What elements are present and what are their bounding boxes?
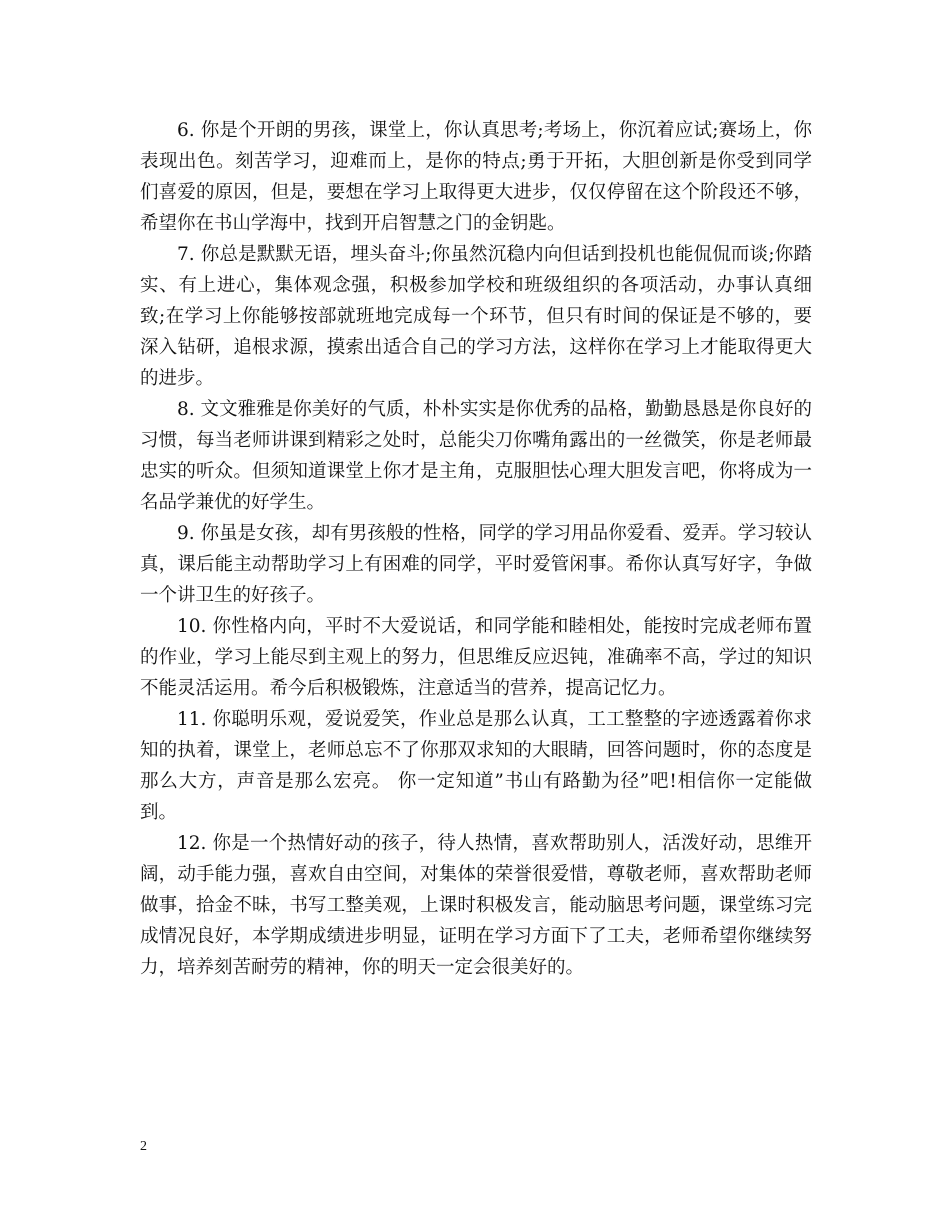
paragraph-6: 6. 你是个开朗的男孩，课堂上，你认真思考;考场上，你沉着应试;赛场上，你表现出色。刻苦学习，迎难而上，是你的特点;勇于开拓，大胆创新是你受到同学们喜爱的原因，但是，要想在学习上取得更大进步，仅仅停留在这个阶段还不够，希望你在书山学海中，找到开启智慧之门的金钥匙。 [140,120,812,234]
paragraph-11: 11. 你聪明乐观，爱说爱笑，作业总是那么认真，工工整整的字迹透露着你求知的执着，课堂上，老师总忘不了你那双求知的大眼睛，回答问题时，你的态度是那么大方，声音是那么宏亮。 你一定知道”书山有路勤为径”吧!相信你一定能做到。 [140,709,812,823]
paragraph-12: 12. 你是一个热情好动的孩子，待人热情，喜欢帮助别人，活泼好动，思维开阔，动手能力强，喜欢自由空间，对集体的荣誉很爱惜，尊敬老师，喜欢帮助老师做事，拾金不昧，书写工整美观，上课时积极发言，能动脑思考问题，课堂练习完成情况良好，本学期成绩进步明显，证明在学习方面下了工夫，老师希望你继续努力，培养刻苦耐劳的精神，你的明天一定会很美好的。 [140,833,812,978]
paragraph-8: 8. 文文雅雅是你美好的气质，朴朴实实是你优秀的品格，勤勤恳恳是你良好的习惯，每当老师讲课到精彩之处时，总能尖刀你嘴角露出的一丝微笑，你是老师最忠实的听众。但须知道课堂上你才是主角，克服胆怯心理大胆发言吧，你将成为一名品学兼优的好学生。 [140,399,812,513]
paragraph-9: 9. 你虽是女孩，却有男孩般的性格，同学的学习用品你爱看、爱弄。学习较认真，课后能主动帮助学习上有困难的同学，平时爱管闲事。希你认真写好字，争做一个讲卫生的好孩子。 [140,523,812,606]
paragraph-7: 7. 你总是默默无语，埋头奋斗;你虽然沉稳内向但话到投机也能侃侃而谈;你踏实、有上进心，集体观念强，积极参加学校和班级组织的各项活动，办事认真细致;在学习上你能够按部就班地完成每一个环节，但只有时间的保证是不够的，要深入钻研，追根求源，摸索出适合自己的学习方法，这样你在学习上才能取得更大的进步。 [140,244,812,389]
page-number: 2 [140,1139,147,1154]
document-body [140,115,812,983]
paragraph-10: 10. 你性格内向，平时不大爱说话，和同学能和睦相处，能按时完成老师布置的作业，学习上能尽到主观上的努力，但思维反应迟钝，准确率不高，学过的知识不能灵活运用。希今后积极锻炼，注意适当的营养，提高记忆力。 [140,616,812,699]
